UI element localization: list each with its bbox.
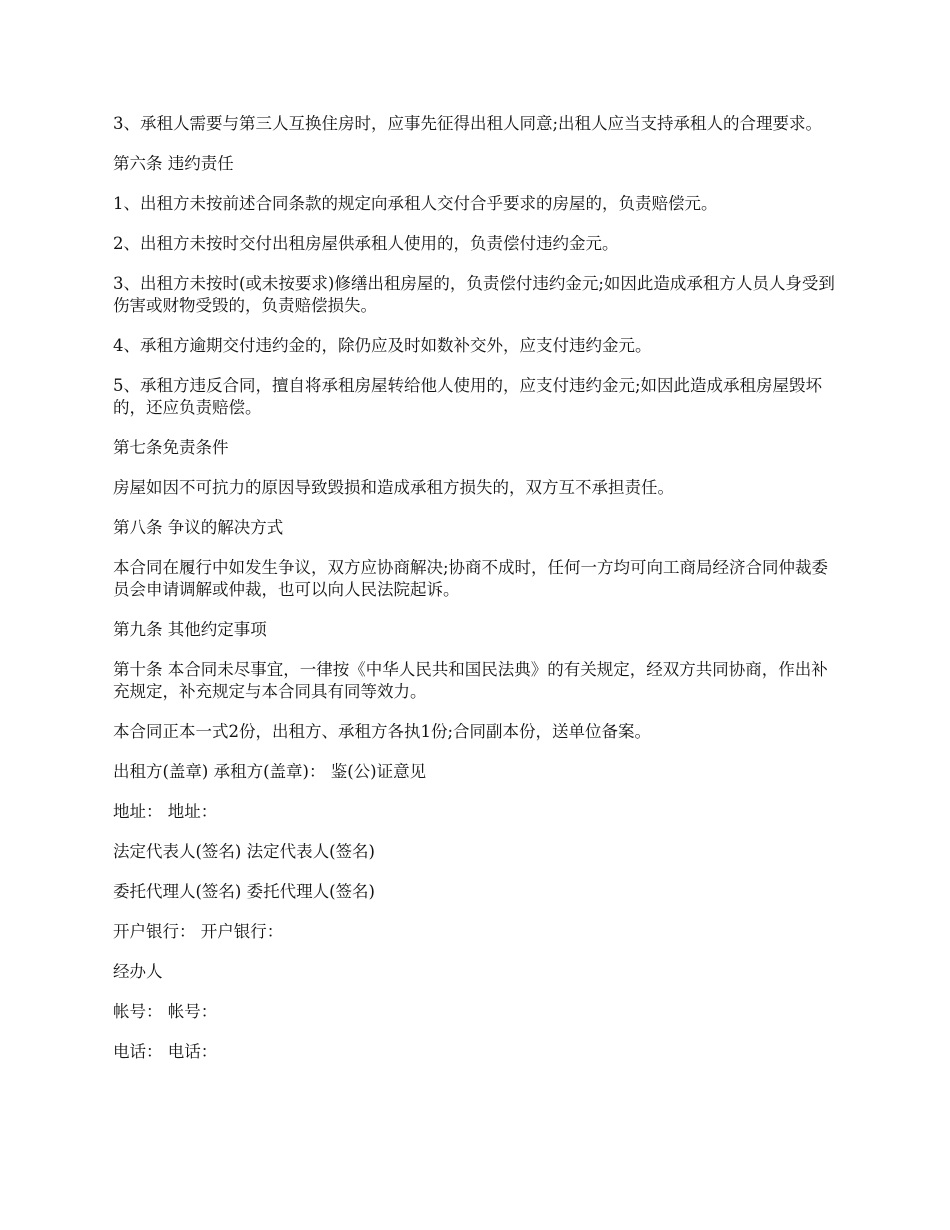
handler-line: 经办人 [113, 962, 163, 981]
clause-3-exchange-housing: 3、承租人需要与第三人互换住房时，应事先征得出租人同意;出租人应当支持承租人的合理要求。 [113, 114, 823, 133]
article-10-text: 第十条 本合同未尽事宜，一律按《中华人民共和国民法典》的有关规定，经双方共同协商，作出补充规定，补充规定与本合同具有同等效力。 [113, 660, 828, 701]
seal-line: 出租方(盖章) 承租方(盖章)： 鉴(公)证意见 [113, 762, 427, 781]
breach-item-2: 2、出租方未按时交付出租房屋供承租人使用的，负责偿付违约金元。 [113, 234, 619, 253]
article-6-heading: 第六条 违约责任 [113, 154, 234, 173]
dispute-resolution-text: 本合同在履行中如发生争议，双方应协商解决;协商不成时，任何一方均可向工商局经济合同仲裁委员会申请调解或仲裁，也可以向人民法院起诉。 [113, 558, 829, 599]
authorized-agent-line: 委托代理人(签名) 委托代理人(签名) [113, 882, 375, 901]
breach-item-5: 5、承租方违反合同，擅自将承租房屋转给他人使用的，应支付违约金元;如因此造成承租房屋毁坏的，还应负责赔偿。 [113, 376, 823, 417]
copies-text: 本合同正本一式2份，出租方、承租方各执1份;合同副本份，送单位备案。 [113, 722, 652, 741]
breach-item-3: 3、出租方未按时(或未按要求)修缮出租房屋的，负责偿付违约金元;如因此造成承租方人员人身受到伤害或财物受毁的，负责赔偿损失。 [113, 274, 835, 315]
document-page [113, 113, 838, 1081]
legal-representative-line: 法定代表人(签名) 法定代表人(签名) [113, 842, 375, 861]
article-7-heading: 第七条免责条件 [113, 438, 229, 457]
breach-item-1: 1、出租方未按前述合同条款的规定向承租人交付合乎要求的房屋的，负责赔偿元。 [113, 194, 718, 213]
address-line: 地址： 地址： [113, 802, 218, 821]
bank-line: 开户银行： 开户银行： [113, 922, 284, 941]
article-8-heading: 第八条 争议的解决方式 [113, 518, 284, 537]
article-9-heading: 第九条 其他约定事项 [113, 620, 267, 639]
account-line: 帐号： 帐号： [113, 1002, 218, 1021]
breach-item-4: 4、承租方逾期交付违约金的，除仍应及时如数补交外，应支付违约金元。 [113, 336, 652, 355]
phone-line: 电话： 电话： [113, 1042, 218, 1061]
force-majeure-text: 房屋如因不可抗力的原因导致毁损和造成承租方损失的，双方互不承担责任。 [113, 478, 674, 497]
